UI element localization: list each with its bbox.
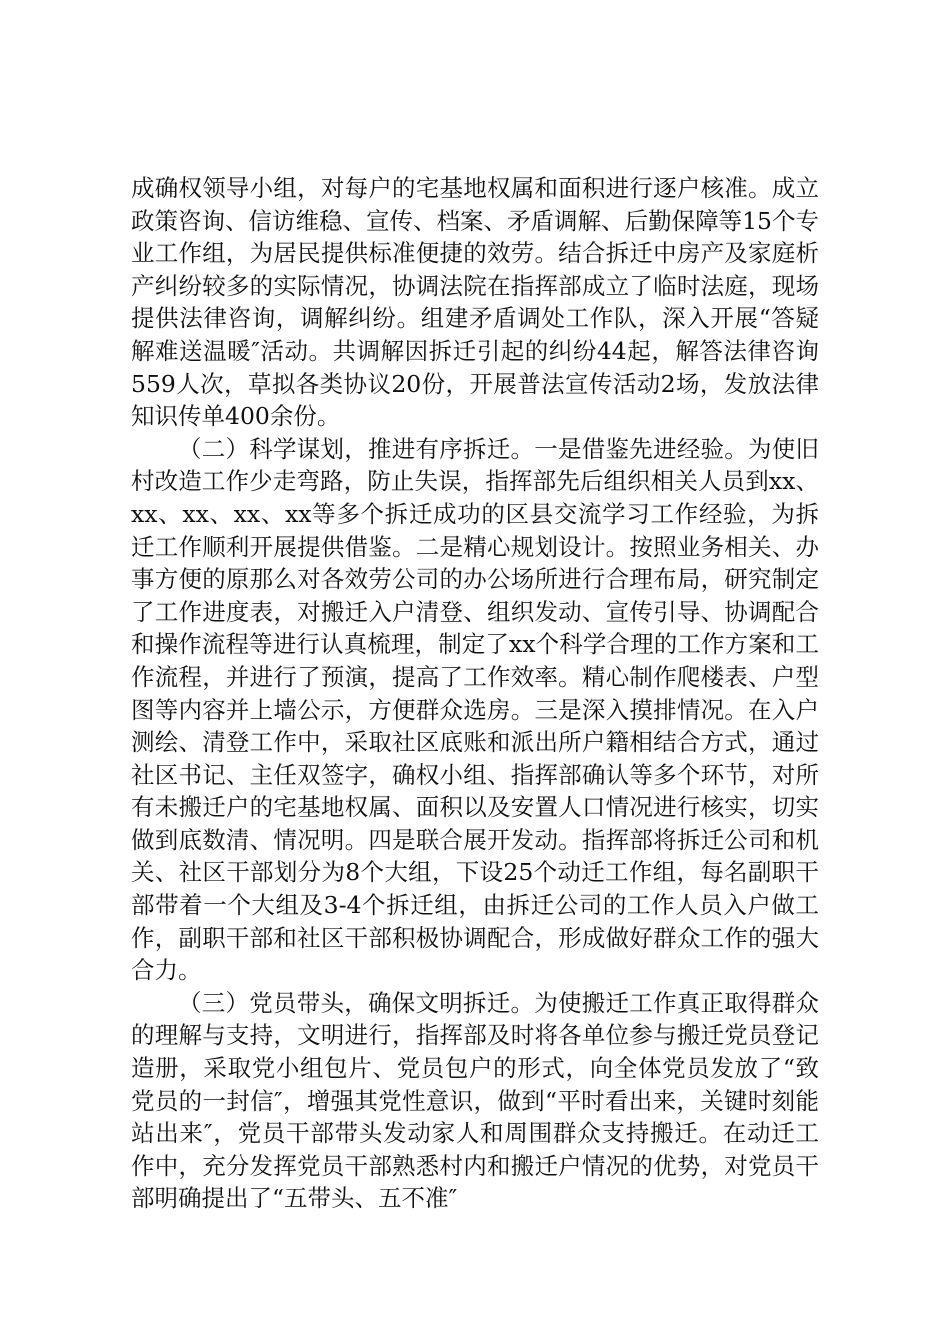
paragraph-2: （二）科学谋划，推进有序拆迁。一是借鉴先进经验。为使旧村改造工作少走弯路，防止失误，指挥部先后组织相关人员到xx、xx、xx、xx、xx等多个拆迁成功的区县交流学习工作经验，为拆迁工作顺利开展提供借鉴。二是精心规划设计。按照业务相关、办事方便的原那么对各效劳公司的办公场所进行合理布局，研究制定了工作进度表，对搬迁入户清登、组织发动、宣传引导、协调配合和操作流程等进行认真梳理，制定了xx个科学合理的工作方案和工作流程，并进行了预演，提高了工作效率。精心制作爬楼表、户型图等内容并上墙公示，方便群众选房。三是深入摸排情况。在入户测绘、清登工作中，采取社区底账和派出所户籍相结合方式，通过社区书记、主任双签字，确权小组、指挥部确认等多个环节，对所有未搬迁户的宅基地权属、面积以及安置人口情况进行核实，切实做到底数清、情况明。四是联合展开发动。指挥部将拆迁公司和机关、社区干部划分为8个大组，下设25个动迁工作组，每名副职干部带着一个大组及3-4个拆迁组，由拆迁公司的工作人员入户做工作，副职干部和社区干部积极协调配合，形成做好群众工作的强大合力。 — [131, 434, 819, 985]
document-body — [131, 172, 819, 1215]
paragraph-1: 成确权领导小组，对每户的宅基地权属和面积进行逐户核准。成立政策咨询、信访维稳、宣传、档案、矛盾调解、后勤保障等15个专业工作组，为居民提供标准便捷的效劳。结合拆迁中房产及家庭析产纠纷较多的实际情况，协调法院在指挥部成立了临时法庭，现场提供法律咨询，调解纠纷。组建矛盾调处工作队，深入开展“答疑解难送温暖″活动。共调解因拆迁引起的纠纷44起，解答法律咨询559人次，草拟各类协议20份，开展普法宣传活动2场，发放法律知识传单400余份。 — [131, 174, 819, 431]
paragraph-3: （三）党员带头，确保文明拆迁。为使搬迁工作真正取得群众的理解与支持，文明进行，指挥部及时将各单位参与搬迁党员登记造册，采取党小组包片、党员包户的形式，向全体党员发放了“致党员的一封信″，增强其党性意识，做到“平时看出来，关键时刻能站出来″，党员干部带头发动家人和周围群众支持搬迁。在动迁工作中，充分发挥党员干部熟悉村内和搬迁户情况的优势，对党员干部明确提出了“五带头、五不准″ — [131, 988, 819, 1213]
